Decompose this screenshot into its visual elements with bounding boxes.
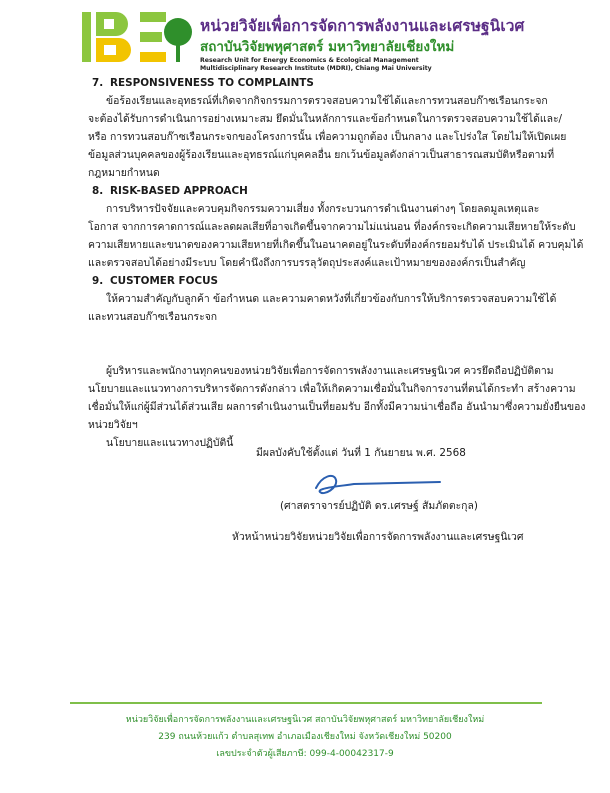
organization-logo [82, 10, 194, 64]
section-responsiveness [88, 74, 567, 182]
footer-org: หน่วยวิจัยเพื่อการจัดการพลังงานและเศรษฐนิเวศ สถาบันวิจัยพหุศาสตร์ มหาวิทยาลัยเชียงใหม่ [125, 715, 485, 725]
section-title: RESPONSIVENESS TO COMPLAINTS [110, 77, 314, 89]
section-risk-based [88, 182, 584, 272]
org-name-english-line-1: Research Unit for Energy Economics & Ecological Management [200, 57, 419, 64]
institute-name-thai: สถาบันวิจัยพหุศาสตร์ มหาวิทยาลัยเชียงใหม่ [200, 39, 455, 55]
effective-date: มีผลบังคับใช้ตั้งแต่ วันที่ 1 กันยายน พ.ศ. 2568 [256, 447, 466, 459]
spacer [88, 326, 558, 344]
paragraph-line: เชื่อมั่นให้แก่ผู้มีส่วนได้ส่วนเสีย ผลการดำเนินงานเป็นที่ยอมรับ อีกทั้งมีความน่าเชื่อถือ อันนำมาซึ่งความยั่งยืนของ [88, 401, 586, 413]
signer-position: หัวหน้าหน่วยวิจัยหน่วยวิจัยเพื่อการจัดการพลังงานและเศรษฐนิเวศ [232, 531, 524, 543]
org-name-english [200, 57, 432, 72]
section-heading [88, 182, 558, 200]
paragraph-line: การบริหารปัจจัยและควบคุมกิจกรรมความเสี่ยง ทั้งกระบวนการดำเนินงานต่างๆ โดยลดมูลเหตุและ [106, 203, 540, 215]
policy-note: นโยบายและแนวทางปฏิบัตินี้ [106, 437, 234, 449]
org-name-thai: หน่วยวิจัยเพื่อการจัดการพลังงานและเศรษฐนิเวศ [200, 17, 525, 35]
section-number: 8. [92, 185, 104, 197]
letterhead [82, 10, 602, 70]
paragraph-line: และทวนสอบก๊าซเรือนกระจก [88, 311, 218, 323]
policy-body [88, 74, 586, 452]
org-name-english-line-2: Multidisciplinary Research Institute (MDRI), Chiang Mai University [200, 64, 432, 72]
paragraph-line: จะต้องได้รับการดำเนินการอย่างเหมาะสม ยึดมั่นในหลักการและข้อกำหนดในการตรวจสอบความใช้ได้และ/ [88, 113, 563, 125]
paragraph-line: นโยบายและแนวทางการบริหารจัดการดังกล่าว เพื่อให้เกิดความเชื่อมั่นในกิจการงานที่ตนได้กระทำ สร้างความ [88, 383, 576, 395]
footer [0, 712, 610, 763]
paragraph-line: ความเสียหายและขนาดของความเสียหายที่เกิดขึ้นในอนาคตอยู่ในระดับที่องค์กรยอมรับได้ ประเมินได้ ควบคุมได้ [88, 239, 584, 251]
paragraph-line: หรือ การทวนสอบก๊าซเรือนกระจกของโครงการนั้น เพื่อความถูกต้อง เป็นกลาง และโปร่งใส โดยไม่ให้เปิดเผย [88, 131, 567, 143]
paragraph-line: และตรวจสอบได้อย่างมีระบบ โดยคำนึงถึงการบรรลุวัตถุประสงค์และเป้าหมายขององค์กรเป็นสำคัญ [88, 257, 526, 269]
section-heading [88, 74, 558, 92]
footer-divider [70, 702, 542, 704]
paragraph-line: ข้อมูลส่วนบุคคลของผู้ร้องเรียนและอุทธรณ์แก่บุคคลอื่น ยกเว้นข้อมูลดังกล่าวเป็นสาธารณสมบัติหรือตามที่ [88, 149, 555, 161]
signature-image [312, 468, 442, 500]
footer-address: 239 ถนนห้วยแก้ว ตำบลสุเทพ อำเภอเมืองเชียงใหม่ จังหวัดเชียงใหม่ 50200 [158, 732, 452, 742]
section-title: CUSTOMER FOCUS [110, 275, 219, 287]
section-number: 9. [92, 275, 104, 287]
paragraph-line: โอกาส จากการคาดการณ์และลดผลเสียที่อาจเกิดขึ้นจากความไม่แน่นอน ที่องค์กรจะเกิดความเสียหายให้ระดับ [88, 221, 576, 233]
closing-paragraph [88, 362, 586, 452]
signer-name: (ศาสตราจารย์ปฏิบัติ ดร.เศรษฐ์ สัมภัตตะกุล) [280, 500, 478, 512]
section-customer-focus [88, 272, 558, 326]
paragraph-line: ข้อร้องเรียนและอุทธรณ์ที่เกิดจากกิจกรรมการตรวจสอบความใช้ได้และการทวนสอบก๊าซเรือนกระจก [106, 95, 548, 107]
section-title: RISK-BASED APPROACH [110, 185, 248, 197]
paragraph-line: ให้ความสำคัญกับลูกค้า ข้อกำหนด และความคาดหวังที่เกี่ยวข้องกับการให้บริการตรวจสอบความใช้ได้ [106, 293, 557, 305]
footer-tax-id: เลขประจำตัวผู้เสียภาษี: 099-4-00042317-9 [216, 749, 394, 759]
spacer [88, 344, 558, 362]
section-number: 7. [92, 77, 104, 89]
paragraph-line: ผู้บริหารและพนักงานทุกคนของหน่วยวิจัยเพื่อการจัดการพลังงานและเศรษฐนิเวศ ควรยึดถือปฏิบัติตาม [106, 365, 554, 377]
paragraph-line: หน่วยวิจัยฯ [88, 419, 138, 431]
section-heading [88, 272, 558, 290]
paragraph-line: กฎหมายกำหนด [88, 167, 160, 179]
